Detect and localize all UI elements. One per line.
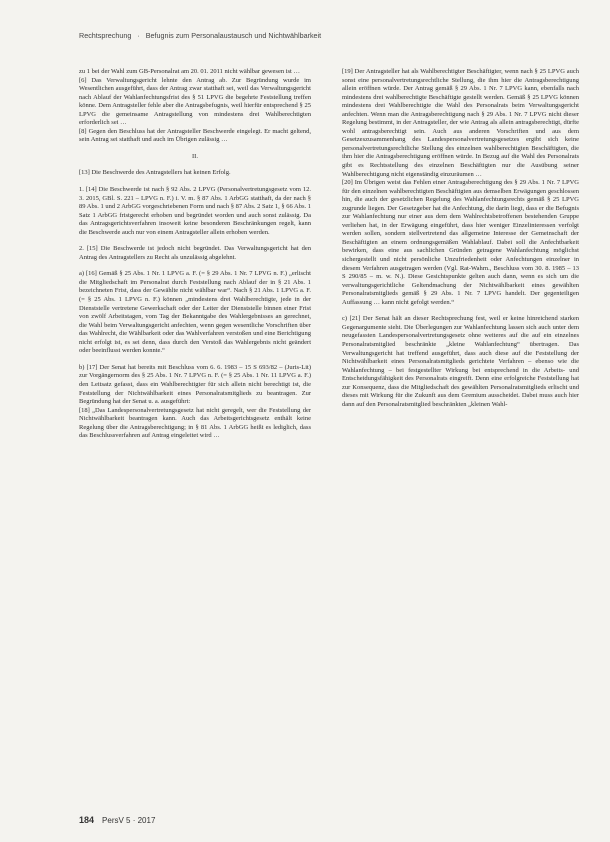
header-topic: Befugnis zum Personalaustausch und Nichtwählbarkeit — [145, 31, 322, 40]
paragraph-15: 2. [15] Die Beschwerde ist jedoch nicht begründet. Das Verwaltungsgericht hat den Antrag des Antragstellers zu Recht als unzulässig abgelehnt. — [79, 245, 311, 261]
left-column — [79, 68, 311, 823]
page-footer — [79, 815, 579, 825]
right-column — [342, 68, 579, 823]
spacer — [79, 262, 311, 270]
paragraph-14: 1. [14] Die Beschwerde ist nach § 92 Abs. 2 LPVG (Personalvertretungsgesetz vom 12. 3. 2015, GBl. S. 221 – LPVG n. F.) i. V. m. § 87 Abs. 1 ArbGG statthaft, da der nach § 89 Abs. 1 und 2 ArbGG vorgeschriebenen Form und nach § 87 Abs. 2 Satz 1, § 66 Abs. 1 Satz 1 ArbGG fristgerecht erhoben und begründet worden und auch sonst zulässig. Da das Antragsgerichtsverfahren insoweit keine besonderen Beschränkungen regelt, kann die Beschwerde auch nur von einem Antragsteller allein erhoben werden. — [79, 186, 311, 236]
paragraph-17: b) [17] Der Senat hat bereits mit Beschluss vom 6. 6. 1983 – 15 S 693/82 – (Juris-Lit) zur Vorgängernorm des § 25 Abs. 1 Nr. 7 LPVG n. F. (= § 25 Abs. 1 Nr. 11 LPVG a. F.) den Leitsatz gefasst, dass ein Wahlberechtigter für sich allein nicht berechtigt ist, die Feststellung der Nichtwählbarkeit eines Personalratsmitglieds zu beantragen. Zur Begründung hat der Senat u. a. ausgeführt: — [79, 363, 311, 406]
paragraph-16: a) [16] Gemäß § 25 Abs. 1 Nr. 1 LPVG a. F. (= § 29 Abs. 1 Nr. 7 LPVG n. F.) „erlischt die Mitgliedschaft im Personalrat durch Feststellung nach Ablauf der in § 21 Abs. 1 bezeichneten Frist, dass der Gewählte nicht wählbar war“. Nach § 21 Abs. 1 LPVG a. F. (= § 25 Abs. 1 LPVG n. F.) können „mindestens drei Wahlberechtigte, jede in der Dienststelle vertretene Gewerkschaft oder der Leiter der Dienststelle binnen einer Frist von zwölf Arbeitstagen, vom Tag der Bekanntgabe des Wahlergebnisses an gerechnet, die Wahl beim Verwaltungsgericht anfechten, wenn gegen wesentliche Vorschriften über das Wahlrecht, die Wählbarkeit oder das Wahlverfahren verstoßen und eine Berichtigung nicht erfolgt ist, es sei denn, dass durch den Verstoß das Wahlergebnis nicht geändert oder beeinflusst werden konnte.“ — [79, 270, 311, 355]
header-separator: · — [137, 31, 140, 40]
spacer — [79, 178, 311, 186]
spacer — [342, 307, 579, 315]
section-heading-ii: II. — [192, 152, 198, 160]
spacer — [79, 356, 311, 364]
spacer — [79, 161, 311, 169]
running-header — [79, 31, 579, 40]
paragraph-13: [13] Die Beschwerde des Antragstellers hat keinen Erfolg. — [79, 169, 231, 177]
header-section: Rechtsprechung — [79, 31, 132, 40]
journal-issue: PersV 5 · 2017 — [102, 816, 156, 825]
paragraph-19: [19] Der Antragsteller hat als Wahlberechtigter Beschäftigter, wenn nach § 25 LPVG auch sonst eine personalvertretungsrechtliche Stellung, die ihm hier die Antragsberechtigung allein eröffnen würde. Der Antrag gemäß § 29 Abs. 1 Nr. 7 LPVG kann, ebenfalls nach mindestens drei wahlberechtigte Beschäftigte gestellt werden. Gemäß § 25 LPVG können mindestens drei Wahlberechtigte die Wahl des Personalrats beim Verwaltungsgericht anfechten. Wenn man die Antragsberechtigung nach § 29 Abs. 1 Nr. 7 LPVG nicht dieser Regelung bestimmt, in der Antragsteller, der wie Antrag als allein antragsberechtigt, dürfte wohl antragsberechtigt sein. Auch aus anderen Vorschriften und aus dem Gesetzeszusammenhang des Landespersonalvertretungsgesetzes ergibt sich keine personalvertretungsrechtliche Stellung des einzelnen wahlberechtigten Beschäftigten, die ihm hier die Antragsberechtigung eröffnen würde. In Bezug auf die Wahl des Personalrats gibt es Rechtsstellung des einzelnen Beschäftigten nur die Ausübung seiner Wahlberechtigung nicht eigenständig einzuräumen … — [342, 68, 579, 178]
paragraph-21: c) [21] Der Senat hält an dieser Rechtsprechung fest, weil er keine hinreichend starken Gegenargumente sieht. Die Überlegungen zur Wahlanfechtung lassen sich auch unter dem neugefassten Landespersonalvertretungsgesetz ohne weiteres auf die auf ein einzelnes Personalratsmitglied beschränkte „kleine Wahlanfechtung“ übertragen. Das Verwaltungsgericht hat treffend ausgeführt, dass auch diese auf die Feststellung der Nichtwählbarkeit eines Personalratsmitglieds gerichtete Verfahren – ebenso wie die Wahlanfechtung – bei festgestellter Wirkung bei entsprechend in die Arbeits- und Entscheidungsfähigkeit des Personalrats eingreift. Denn eine erfolgreiche Feststellung hat zur Konsequenz, dass die Mitgliedschaft des gewählten Personalratsmitglieds erlischt und dieses mit Wirkung für die Zukunft aus dem Gremium ausscheidet. Dabei muss auch hier dann auf den Personalratsmitglied beschränkten „kleinen Wahl- — [342, 315, 579, 408]
paragraph-20: [20] Im Übrigen weist das Fehlen einer Antragsberechtigung des § 29 Abs. 1 Nr. 7 LPVG für den einzelnen wahlberechtigten Beschäftigten aus demselben Erwägungen geschlossen hin, die auch der gesetzlichen Regelung des Wahlanfechtungsrechts gemäß § 25 LPVG zugrunde liegen. Der Gesetzgeber hat die Anfechtung, die darin liegt, dass er die Befugnis zur Wahlanfechtung nur einer aus dem dem Wahlrechtsbetroffenen bestehenden Gruppe verliehen hat, in der Erwägung eingeführt, dass hier weniger Einzelinteressen verfolgt werden sollen, sondern stellvertretend das allgemeine Interesse der Gemeinschaft der Beschäftigten an einem ordnungsgemäßen Wahlablauf. Dabei soll die Anfechtbarkeit bewirken, dass eine aus sachlichen Gründen getragene Wahlanfechtung möglichst sichergestellt und nicht persönliche Unzufriedenheit oder Anfechtungen einzelner in diesem Verfahren ausgetragen werden (Vgl. Rat-Wahrn., Beschluss vom 30. 8. 1985 – 13 S 290/85 – m. w. N.). Diese Gesichtspunkte gelten auch dann, wenn es sich um die verwaltungsgerichtliche Geltendmachung der Nichtwählbarkeit eines gewählten Personalratsmitglieds gemäß § 29 Abs. 1 Nr. 7 LPVG handelt. Der gegenteiligen Auffassung … kann nicht gefolgt werden.“ — [342, 179, 579, 306]
spacer — [79, 145, 311, 153]
paragraph-8: [8] Gegen den Beschluss hat der Antragsteller Beschwerde eingelegt. Er macht geltend, sein Antrag sei statthaft und auch im Übrigen zulässig … — [79, 127, 311, 144]
spacer — [79, 237, 311, 245]
paragraph-18: [18] „Das Landespersonalvertretungsgesetz hat nicht geregelt, wer die Feststellung der Nichtwählbarkeit beantragen kann. Auch das Arbeitsgerichtsgesetz enthält keine Regelung über die Antragsberechtigung; in § 81 Abs. 1 ArbGG heißt es lediglich, dass das Beschlussverfahren auf Antrag eingeleitet wird … — [79, 406, 311, 440]
paragraph-6: [6] Das Verwaltungsgericht lehnte den Antrag ab. Zur Begründung wurde im Wesentlichen ausgeführt, dass der Antrag zwar statthaft sei, weil das Verwaltungsgericht nach Ablauf der Wahlanfechtungsfrist des § 51 LPVG die begehrte Feststellung treffen könne. Dem Antragsteller fehle aber die Antragsbefugnis, weil hierfür entsprechend § 25 LPVG die gemeinsame Antragstellung von mindestens drei Wahlberechtigten erforderlich sei … — [79, 76, 311, 127]
page-number: 184 — [79, 815, 95, 825]
paragraph-intro: zu 1 bei der Wahl zum GB-Personalrat am 20. 01. 2011 nicht wählbar gewesen ist … — [79, 68, 300, 75]
